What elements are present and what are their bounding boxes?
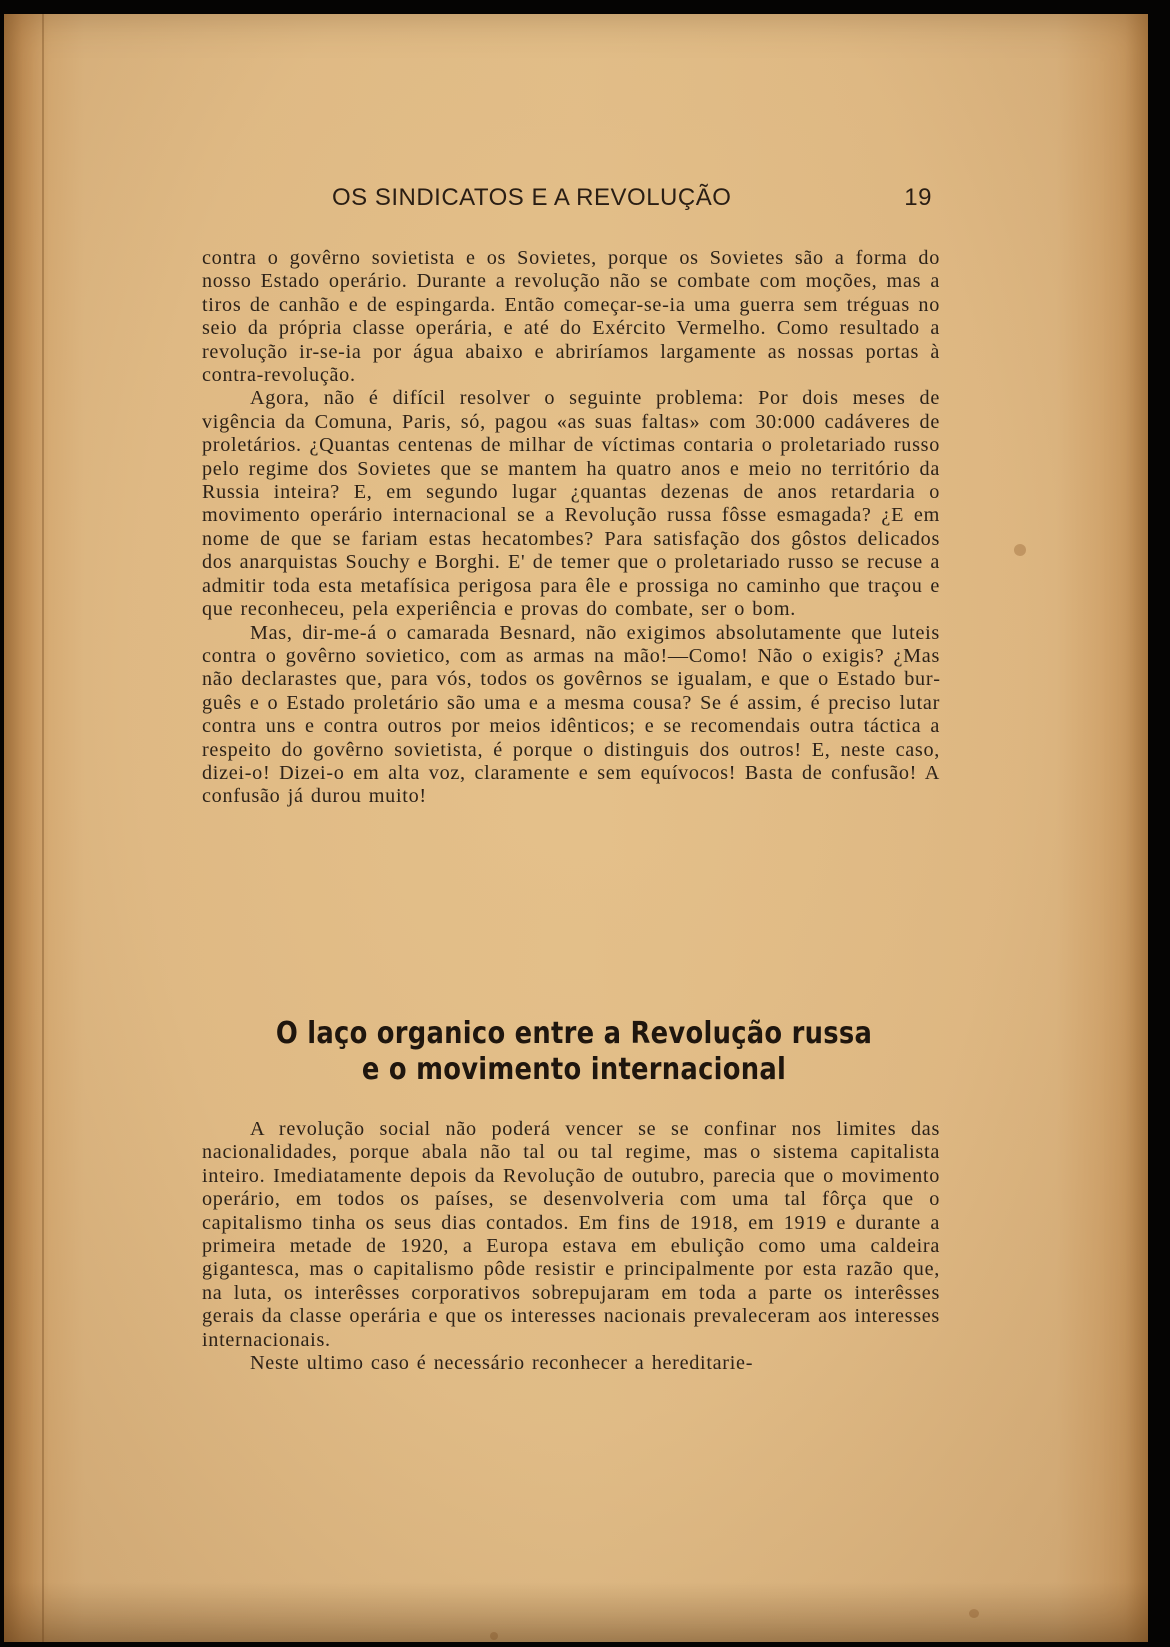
paragraph: A revolução social não poderá vencer se se confinar nos limites das nacionalidades, porque abala não tal ou tal regime, mas o sistema capitalista inteiro. Imediatamente depois da Revolução de outubro, parecia que o movimento operário, em todos os países, se desenvolveria com uma tal fôrça que o capitalismo tinha os seus dias contados. Em fins de 1918, em 1919 e durante a primeira metade de 1920, a Europa estava em ebulição como uma caldeira gigantesca, mas o capitalismo pôde resistir e principalmente por esta razão que, na luta, os interêsses corporativos sobrepujaram em toda a parte os interêsses gerais da classe operária e que os interesses nacionais prevaleceram aos interesses internacionais. bbox=[202, 1118, 940, 1351]
body-text-part-1 bbox=[202, 247, 940, 809]
paragraph: Neste ultimo caso é necessário reconhecer a hereditarie- bbox=[250, 1352, 754, 1375]
running-head bbox=[332, 184, 932, 218]
page-number: 19 bbox=[904, 184, 932, 211]
section-heading-line-2: e o movimento internacional bbox=[361, 1052, 787, 1087]
section-heading-line-1: O laço organico entre a Revolução russa bbox=[275, 1016, 873, 1051]
page-edge-shading bbox=[4, 1582, 1148, 1642]
paragraph: Mas, dir-me-á o camarada Besnard, não exigimos absolutamente que luteis contra o govêrno sovietico, com as armas na mão!—Como! Não o exigis? ¿Mas não declarastes que, para vós, todos os govêrnos se igualam, e que o Estado burguês e o Estado proletário são uma e a mesma cousa? Se é assim, é preciso lutar contra uns e contra outros por meios idênticos; e se recomendais outra táctica a respeito do govêrno sovietista, é porque o distinguis dos outros! E, neste caso, dizei-o! Dizei-o em alta voz, claramente e sem equívocos! Basta de confusão! A confusão já durou muito! bbox=[202, 621, 940, 808]
running-head-title: OS SINDICATOS E A REVOLUÇÃO bbox=[332, 184, 732, 211]
section-heading bbox=[247, 1016, 901, 1088]
paragraph: contra o govêrno sovietista e os Sovietes, porque os Sovietes são a forma do nosso Estado operário. Durante a revolução não se combate com moções, mas a tiros de canhão e de espingarda. Então começar-se-ia uma guerra sem tréguas no seio da própria classe operária, e até do Exército Vermelho. Como resultado a revolução ir-se-ia por água abaixo e abriríamos largamente as nossas portas à contra-revolução. bbox=[202, 247, 940, 387]
book-page bbox=[4, 14, 1148, 1642]
paragraph: Agora, não é difícil resolver o seguinte problema: Por dois meses de vigência da Comuna, Paris, só, pagou «as suas faltas» com 30:000 cadáveres de proletários. ¿Quantas centenas de milhar de víctimas contaria o proletariado russo pelo regime dos Sovietes que se mantem ha quatro anos e meio no território da Russia inteira? E, em segundo lugar ¿quantas dezenas de anos retardaria o movimento operário internacional se a Revolução russa fôsse esmagada? ¿E em nome de que se fariam estas hecatombes? Para satisfação dos gôstos delicados dos anarquistas Souchy e Borghi. E' de temer que o proletariado russo se recuse a admitir toda esta metafísica perigosa para êle e prossiga no caminho que traçou e que reconheceu, pela experiência e provas do combate, ser o bom. bbox=[202, 387, 940, 621]
body-text-part-2 bbox=[202, 1118, 940, 1375]
paper-stain bbox=[1014, 544, 1026, 556]
